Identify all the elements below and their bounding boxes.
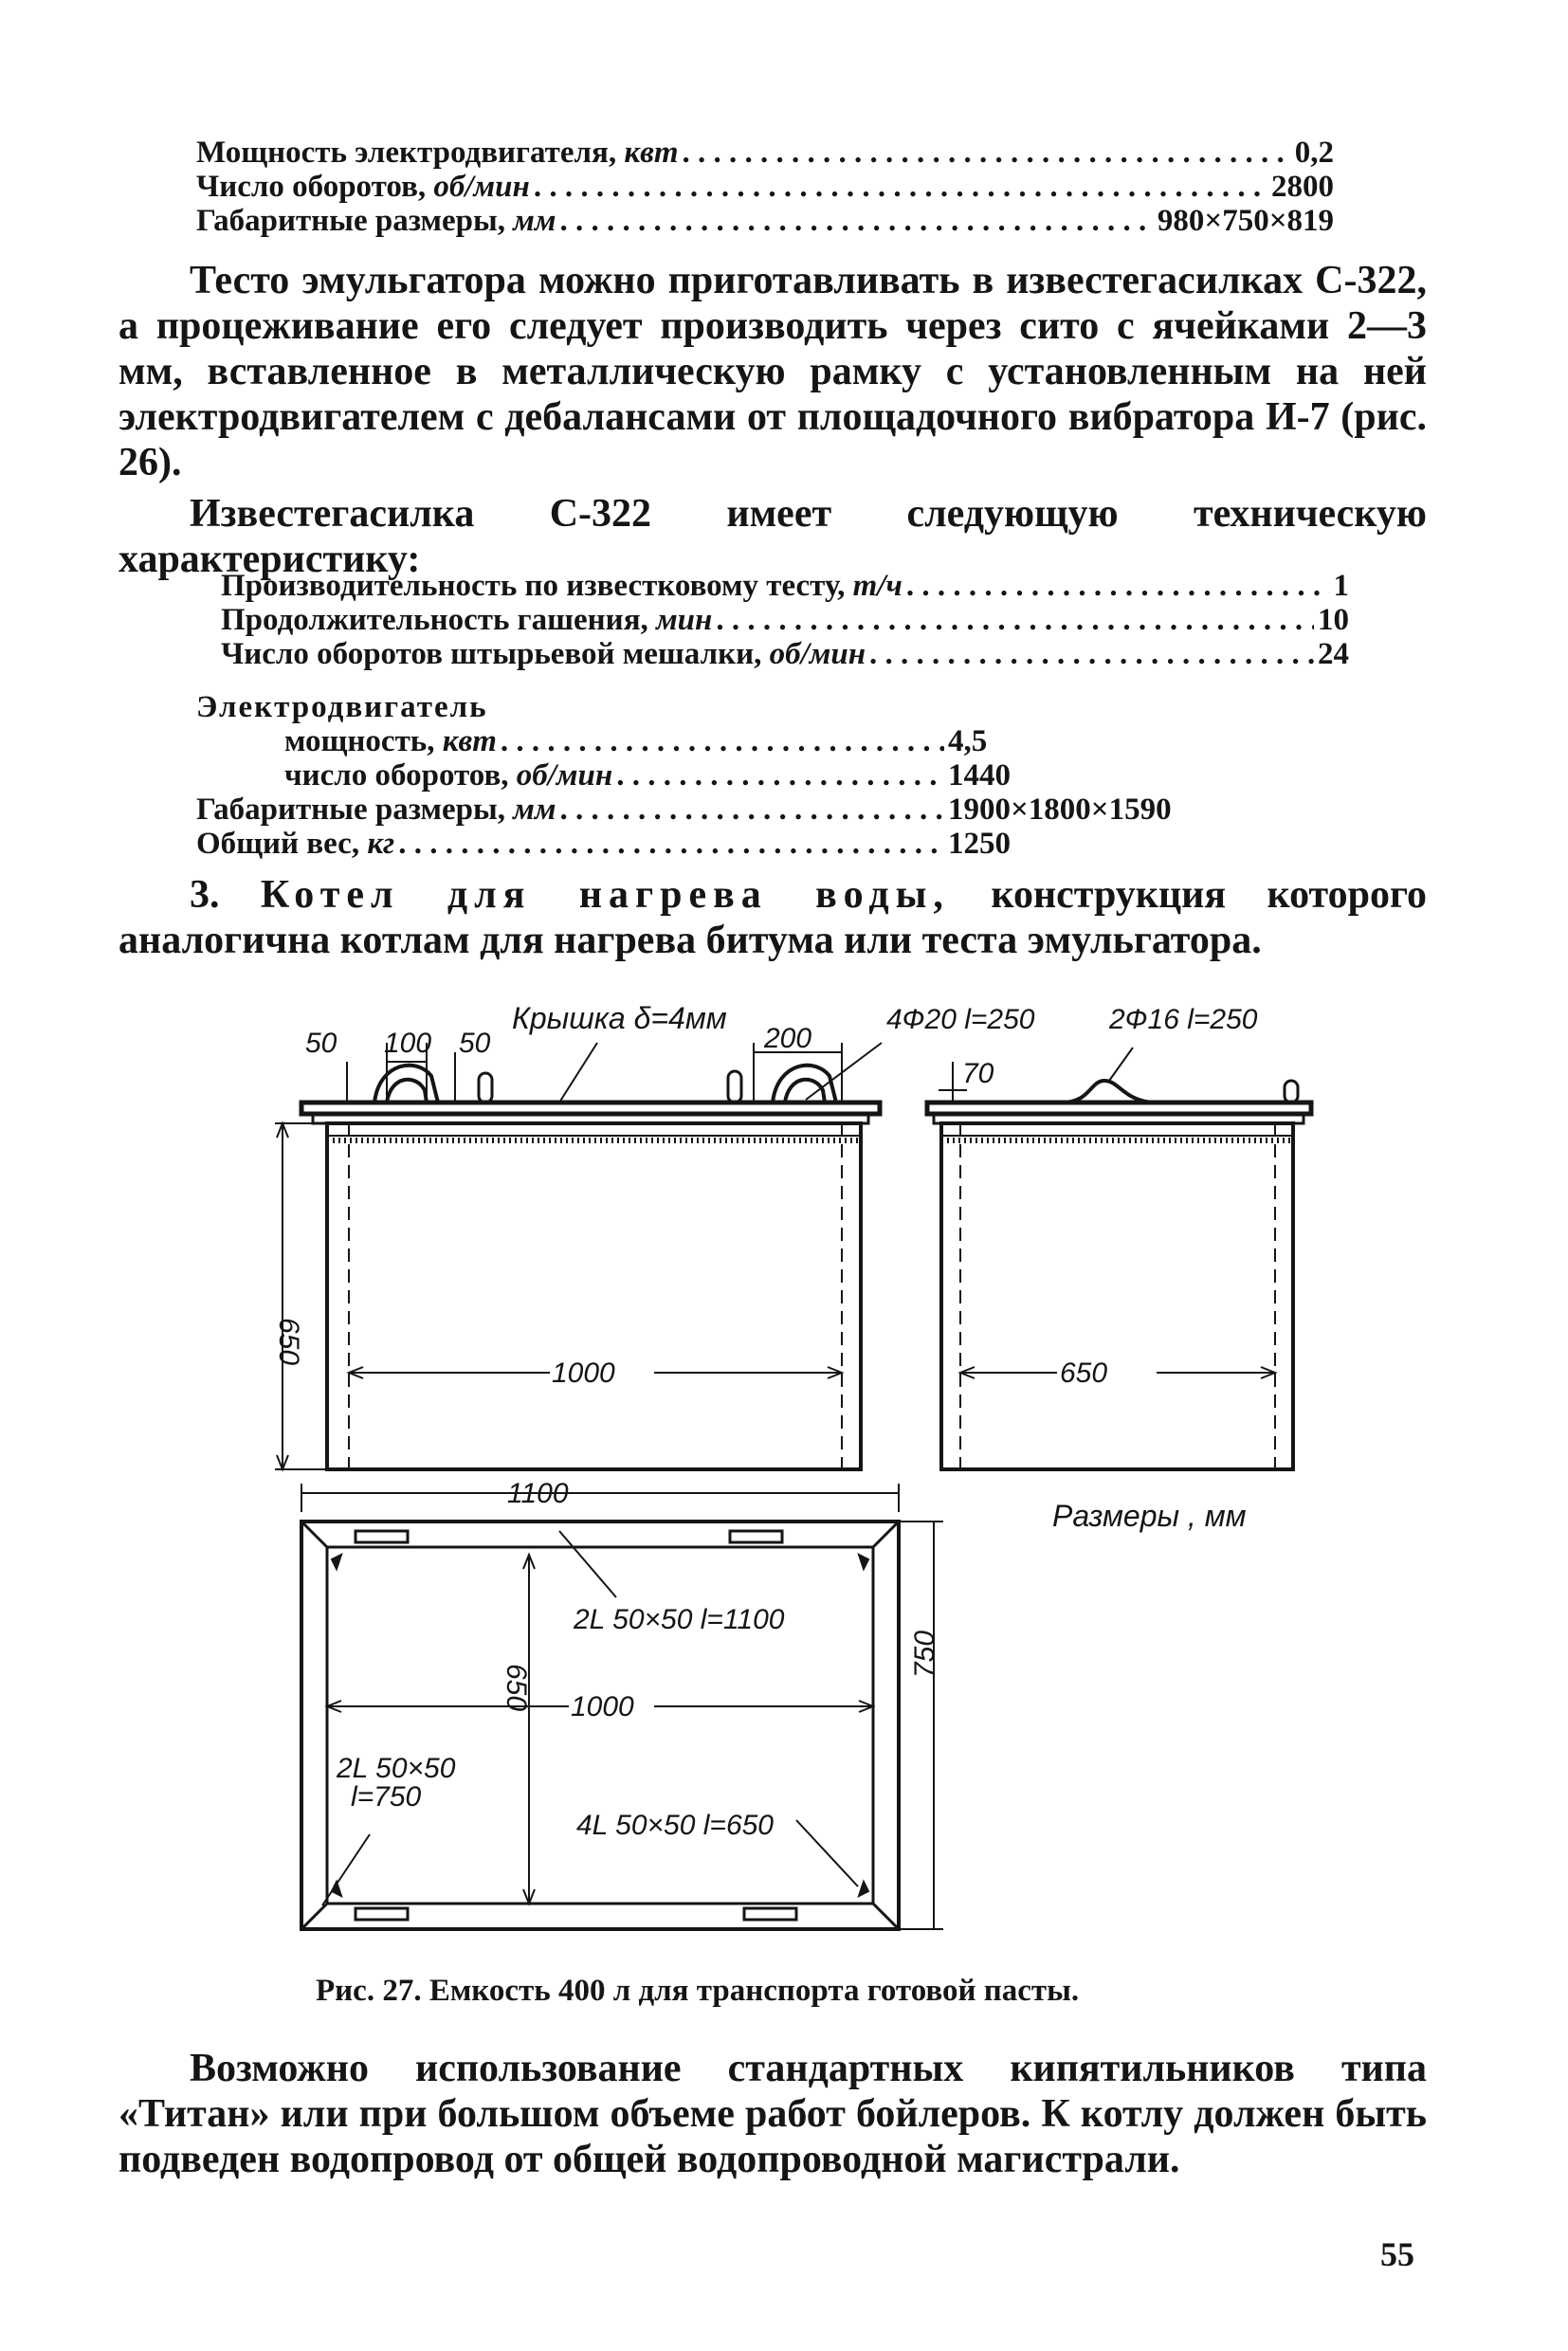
dim-1000-front: 1000	[552, 1358, 615, 1389]
container-body-side	[941, 1123, 1293, 1469]
dim-1000-plan: 1000	[571, 1691, 634, 1722]
spec-row: Общий вес, кг . . . 1250	[196, 827, 1232, 861]
item-title: Котел для нагрева воды,	[260, 873, 950, 917]
body-text-top	[119, 258, 1427, 582]
container-body-front	[327, 1123, 861, 1469]
plan-inner-frame	[327, 1547, 873, 1904]
spec-row: Мощность электродвигателя, квт . . . 0,2	[196, 136, 1334, 170]
motor2-spec-table	[196, 690, 1334, 861]
side-handle	[1062, 1081, 1152, 1103]
item-number: 3.	[190, 873, 220, 917]
lid-handle-left	[374, 1066, 438, 1103]
dim-650-height: 650	[273, 1318, 304, 1366]
container-drawing	[0, 986, 1568, 1972]
spec-row: Число оборотов штырьевой мешалки, об/мин . . . 24	[221, 637, 1349, 671]
spec-row: Число оборотов, об/мин . . . 2800	[196, 170, 1334, 204]
spec-row: Габаритные размеры, мм . . . 1900×1800×1590	[196, 793, 1232, 827]
spec-row: Производительность по известковому тесту, т/ч . . . 1	[221, 569, 1349, 603]
paragraph-2: Известегасилка С-322 имеет следующую техническую характеристику:	[119, 492, 1427, 581]
lid-plate	[301, 1103, 880, 1114]
dim-650-plan: 650	[501, 1664, 532, 1712]
dim-1100: 1100	[507, 1478, 569, 1509]
item-text: конструкция которого аналогична котлам для нагрева битума или теста эмульгатора.	[119, 873, 1428, 962]
dim-50-right: 50	[459, 1028, 491, 1059]
spec-row: Продолжительность гашения, мин . . . 10	[221, 603, 1349, 637]
rod-label-2: 2Ф16 l=250	[1109, 1004, 1258, 1035]
spec-row: число оборотов, об/мин . . . 1440	[196, 758, 1232, 793]
spec-row: мощность, квт . . . 4,5	[196, 724, 1232, 758]
dim-200: 200	[764, 1023, 812, 1054]
front-view	[275, 1043, 882, 1469]
plan-outer-frame	[301, 1522, 899, 1929]
angle-label-2a: 2L 50×50	[337, 1753, 456, 1784]
angle-label-3: 4L 50×50 l=650	[576, 1810, 774, 1841]
spec-row: Габаритные размеры, мм . . . 980×750×819	[196, 204, 1334, 238]
page-number: 55	[1380, 2235, 1414, 2273]
units-label: Размеры , мм	[1052, 1499, 1247, 1533]
motor-heading: Электродвигатель	[196, 690, 488, 724]
motor-spec-table	[196, 136, 1334, 238]
paragraph-3: Возможно использование стандартных кипятильников типа «Титан» или при большом объеме работ бойлеров. К котлу должен быть подведен водопровод от общей водопроводной магистрали.	[119, 2047, 1427, 2181]
body-text-bottom	[119, 2046, 1427, 2182]
dim-50-left: 50	[305, 1028, 337, 1059]
dim-650-side: 650	[1060, 1358, 1108, 1389]
figure-caption: Рис. 27. Емкость 400 л для транспорта готовой пасты.	[316, 1974, 1080, 2008]
dim-70: 70	[962, 1058, 994, 1089]
dim-100: 100	[384, 1028, 432, 1059]
rod-label-1: 4Ф20 l=250	[886, 1004, 1035, 1035]
angle-label-1: 2L 50×50 l=1100	[574, 1604, 785, 1635]
slaker-spec-table	[221, 569, 1349, 671]
lid-label: Крышка δ=4мм	[512, 1001, 727, 1035]
angle-label-2b: l=750	[351, 1781, 422, 1813]
side-view	[927, 1048, 1311, 1469]
item-3-paragraph	[119, 872, 1427, 963]
paragraph-1: Тесто эмульгатора можно приготавливать в известегасилках С-322, а процеживание его следует производить через сито с ячейками 2—3 мм, вставленное в металлическую рамку с установленным на ней электродвигателем с дебалансами от площадочного вибратора И-7 (рис. 26).	[119, 259, 1427, 484]
dim-750: 750	[909, 1630, 940, 1678]
